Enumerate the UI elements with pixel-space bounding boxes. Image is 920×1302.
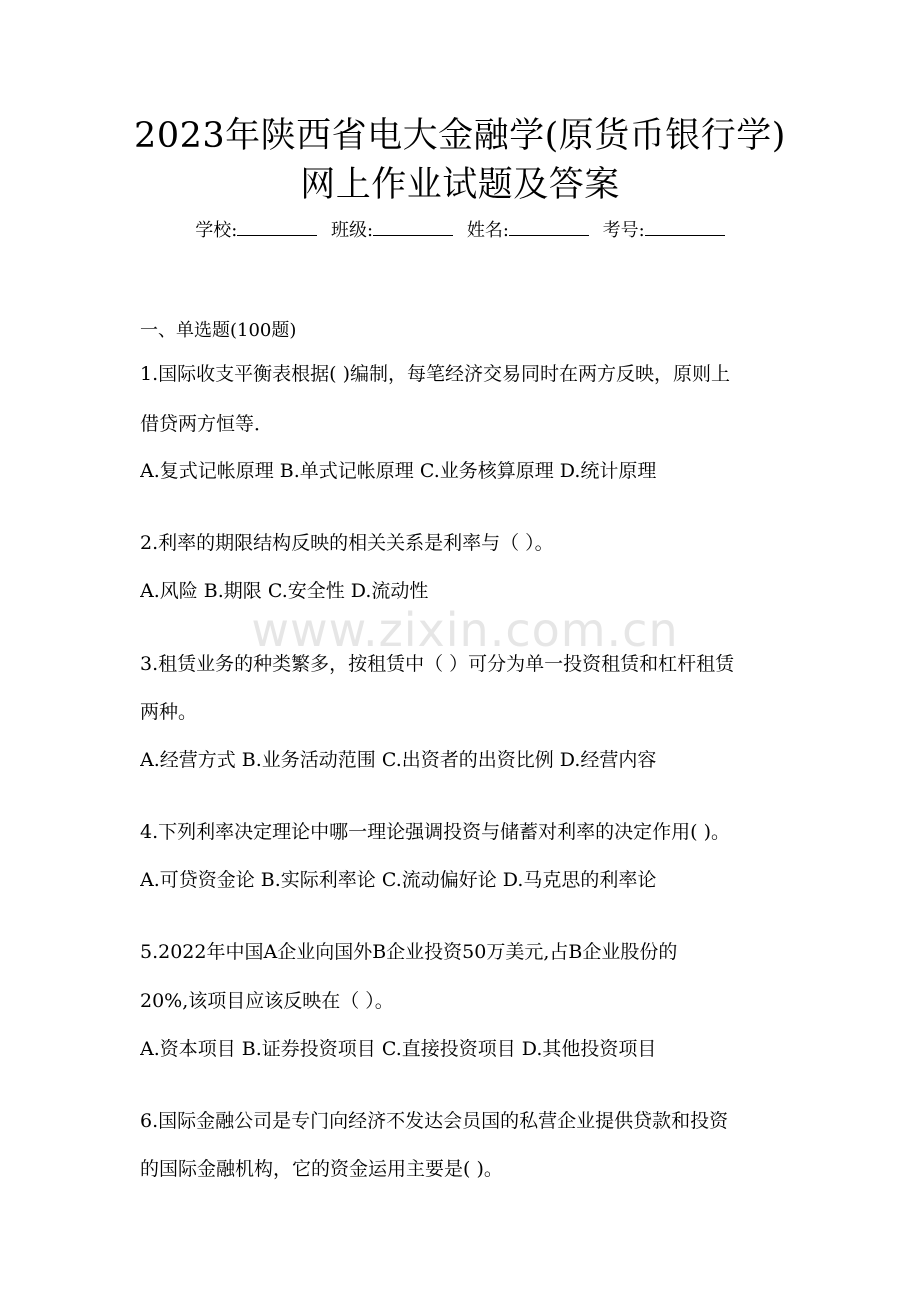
question-1-stem-line-2: 借贷两方恒等．: [140, 413, 274, 435]
question-2-stem-line-1: 2.利率的期限结构反映的相关关系是利率与（ ）。: [140, 532, 554, 554]
name-blank: [509, 217, 589, 236]
school-blank: [237, 217, 317, 236]
exam-number-field: [603, 217, 725, 244]
question-6-stem-line-1: 6.国际金融公司是专门向经济不发达会员国的私营企业提供贷款和投资: [140, 1110, 729, 1132]
question-1-stem-line-1: 1.国际收支平衡表根据( )编制，每笔经济交易同时在两方反映，原则上: [140, 363, 730, 385]
section-heading: 一、单选题(100题): [140, 320, 297, 341]
watermark: www.zixin.com.cn: [251, 603, 679, 657]
question-2-options: A.风险 B.期限 C.安全性 D.流动性: [140, 580, 429, 602]
school-field: [195, 217, 317, 244]
name-field: [467, 217, 589, 244]
class-blank: [373, 217, 453, 236]
document-title-line-2: 网上作业试题及答案: [300, 165, 620, 205]
question-5-stem-line-2: 20%,该项目应该反映在（ ）。: [140, 990, 394, 1012]
question-5-stem-line-1: 5.2022年中国A企业向国外B企业投资50万美元,占B企业股份的: [140, 941, 678, 963]
exam-number-label: 考号:: [602, 220, 645, 241]
question-3-options: A.经营方式 B.业务活动范围 C.出资者的出资比例 D.经营内容: [140, 749, 657, 771]
question-6-stem-line-2: 的国际金融机构，它的资金运用主要是( )。: [140, 1158, 503, 1180]
question-4-stem-line-1: 4.下列利率决定理论中哪一理论强调投资与储蓄对利率的决定作用( )。: [140, 821, 730, 843]
question-1-options: A.复式记帐原理 B.单式记帐原理 C.业务核算原理 D.统计原理: [140, 460, 657, 482]
class-label: 班级:: [331, 220, 374, 241]
document-title-line-1: 2023年陕西省电大金融学(原货币银行学): [134, 116, 786, 156]
school-label: 学校:: [195, 220, 238, 241]
student-info-row: [0, 217, 920, 244]
exam-number-blank: [645, 217, 725, 236]
name-label: 姓名:: [466, 220, 509, 241]
question-3-stem-line-2: 两种。: [140, 701, 198, 723]
question-5-options: A.资本项目 B.证券投资项目 C.直接投资项目 D.其他投资项目: [140, 1038, 657, 1060]
question-4-options: A.可贷资金论 B.实际利率论 C.流动偏好论 D.马克思的利率论: [140, 869, 657, 891]
class-field: [331, 217, 453, 244]
question-3-stem-line-1: 3.租赁业务的种类繁多，按租赁中（ ）可分为单一投资租赁和杠杆租赁: [140, 653, 735, 675]
